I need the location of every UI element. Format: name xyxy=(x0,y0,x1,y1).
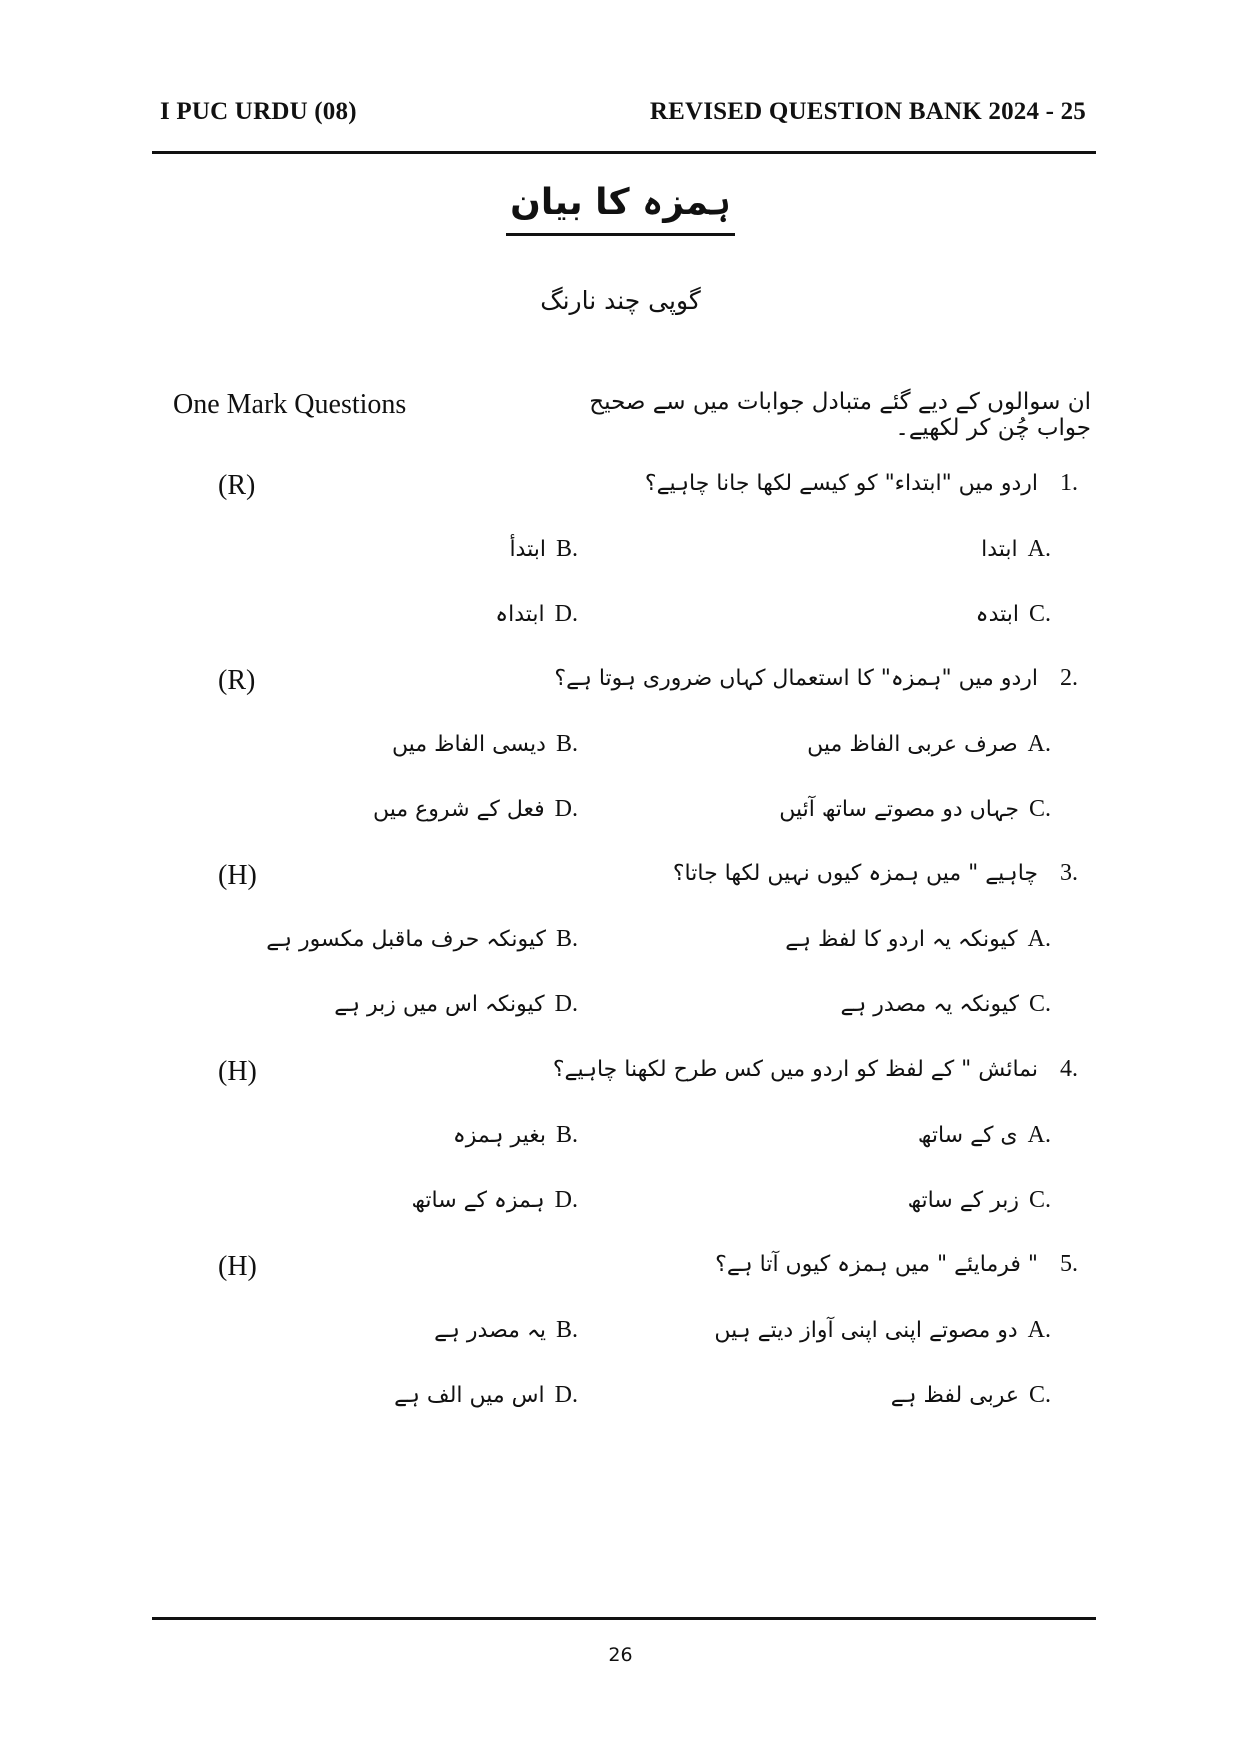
option-text: جہاں دو مصوتے ساتھ آئیں xyxy=(779,797,1019,822)
question-item xyxy=(0,1251,1241,1581)
header-rule xyxy=(152,151,1096,154)
question-text xyxy=(378,665,1078,692)
option-letter: D. xyxy=(554,601,578,627)
question-marks: (H) xyxy=(218,1251,257,1282)
option-letter: D. xyxy=(554,1187,578,1213)
option-letter: D. xyxy=(554,796,578,822)
option-d xyxy=(158,1382,578,1409)
question-text xyxy=(378,1251,1078,1278)
question-body: اردو میں "ابتداء" کو کیسے لکھا جانا چاہیے؟ xyxy=(644,471,1038,496)
option-d xyxy=(158,1187,578,1214)
option-text: ی کے ساتھ xyxy=(917,1123,1018,1148)
section-label: One Mark Questions xyxy=(173,389,407,420)
option-letter: A. xyxy=(1027,1122,1051,1148)
question-number: 4. xyxy=(1060,1056,1078,1082)
option-text: ابتدأ xyxy=(509,537,546,562)
option-text: دو مصوتے اپنی اپنی آواز دیتے ہیں xyxy=(714,1318,1018,1343)
question-number: 1. xyxy=(1060,470,1078,496)
option-letter: C. xyxy=(1028,1382,1051,1408)
option-a xyxy=(631,536,1051,563)
question-body: " فرمایئے " میں ہمزہ کیوں آتا ہے؟ xyxy=(715,1252,1038,1277)
option-text: ابتداہ xyxy=(495,602,545,627)
option-b xyxy=(158,926,578,953)
option-text: یہ مصدر ہے xyxy=(434,1318,546,1343)
option-letter: C. xyxy=(1028,601,1051,627)
option-letter: A. xyxy=(1027,731,1051,757)
option-letter: A. xyxy=(1027,1317,1051,1343)
option-b xyxy=(158,536,578,563)
option-c xyxy=(631,1382,1051,1409)
question-body: نمائش " کے لفظ کو اردو میں کس طرح لکھنا چاہیے؟ xyxy=(552,1057,1038,1082)
chapter-title xyxy=(0,182,1241,236)
option-c xyxy=(631,601,1051,628)
option-text: کیونکہ یہ اردو کا لفظ ہے xyxy=(785,927,1018,952)
option-text: کیونکہ یہ مصدر ہے xyxy=(840,992,1019,1017)
question-text xyxy=(378,470,1078,497)
option-letter: C. xyxy=(1028,1187,1051,1213)
option-text: عربی لفظ ہے xyxy=(890,1383,1019,1408)
option-text: کیونکہ حرف ماقبل مکسور ہے xyxy=(266,927,546,952)
header-right: REVISED QUESTION BANK 2024 - 25 xyxy=(649,98,1086,125)
option-c xyxy=(631,991,1051,1018)
option-letter: B. xyxy=(555,1317,578,1343)
header-left: I PUC URDU (08) xyxy=(160,98,357,125)
option-a xyxy=(631,731,1051,758)
option-text: صرف عربی الفاظ میں xyxy=(807,732,1018,757)
page-number: 26 xyxy=(608,1644,633,1666)
instruction-text: ان سوالوں کے دیے گئے متبادل جوابات میں سے صحیح جواب چُن کر لکھیے۔ xyxy=(589,389,1091,441)
option-letter: C. xyxy=(1028,991,1051,1017)
question-number: 5. xyxy=(1060,1251,1078,1277)
option-c xyxy=(631,1187,1051,1214)
option-letter: D. xyxy=(554,991,578,1017)
question-text xyxy=(378,1056,1078,1083)
option-text: اس میں الف ہے xyxy=(394,1383,545,1408)
option-text: دیسی الفاظ میں xyxy=(391,732,546,757)
option-text: زبر کے ساتھ xyxy=(907,1188,1019,1213)
question-marks: (H) xyxy=(218,1056,257,1087)
option-a xyxy=(631,926,1051,953)
option-letter: A. xyxy=(1027,536,1051,562)
question-number: 3. xyxy=(1060,860,1078,886)
option-letter: B. xyxy=(555,536,578,562)
option-c xyxy=(631,796,1051,823)
question-marks: (H) xyxy=(218,860,257,891)
option-a xyxy=(631,1317,1051,1344)
option-letter: B. xyxy=(555,1122,578,1148)
option-letter: B. xyxy=(555,926,578,952)
option-d xyxy=(158,601,578,628)
option-d xyxy=(158,991,578,1018)
option-text: ہمزہ کے ساتھ xyxy=(411,1188,545,1213)
option-text: ابتدہ xyxy=(975,602,1019,627)
question-number: 2. xyxy=(1060,665,1078,691)
question-marks: (R) xyxy=(218,665,256,696)
chapter-title-text: ہمزہ کا بیان xyxy=(506,182,735,236)
option-text: بغیر ہمزہ xyxy=(452,1123,546,1148)
question-body: اردو میں "ہمزہ" کا استعمال کہاں ضروری ہوتا ہے؟ xyxy=(554,666,1038,691)
question-body: چاہیے " میں ہمزہ کیوں نہیں لکھا جاتا؟ xyxy=(672,861,1038,886)
option-letter: D. xyxy=(554,1382,578,1408)
option-text: فعل کے شروع میں xyxy=(373,797,545,822)
option-letter: C. xyxy=(1028,796,1051,822)
option-a xyxy=(631,1122,1051,1149)
option-b xyxy=(158,1317,578,1344)
question-text xyxy=(378,860,1078,887)
footer-rule xyxy=(152,1617,1096,1620)
option-d xyxy=(158,796,578,823)
option-b xyxy=(158,731,578,758)
option-letter: A. xyxy=(1027,926,1051,952)
author-name: گوپی چند نارنگ xyxy=(540,286,701,315)
option-text: کیونکہ اس میں زبر ہے xyxy=(334,992,545,1017)
question-marks: (R) xyxy=(218,470,256,501)
option-letter: B. xyxy=(555,731,578,757)
option-text: ابتدا xyxy=(981,537,1018,562)
option-b xyxy=(158,1122,578,1149)
